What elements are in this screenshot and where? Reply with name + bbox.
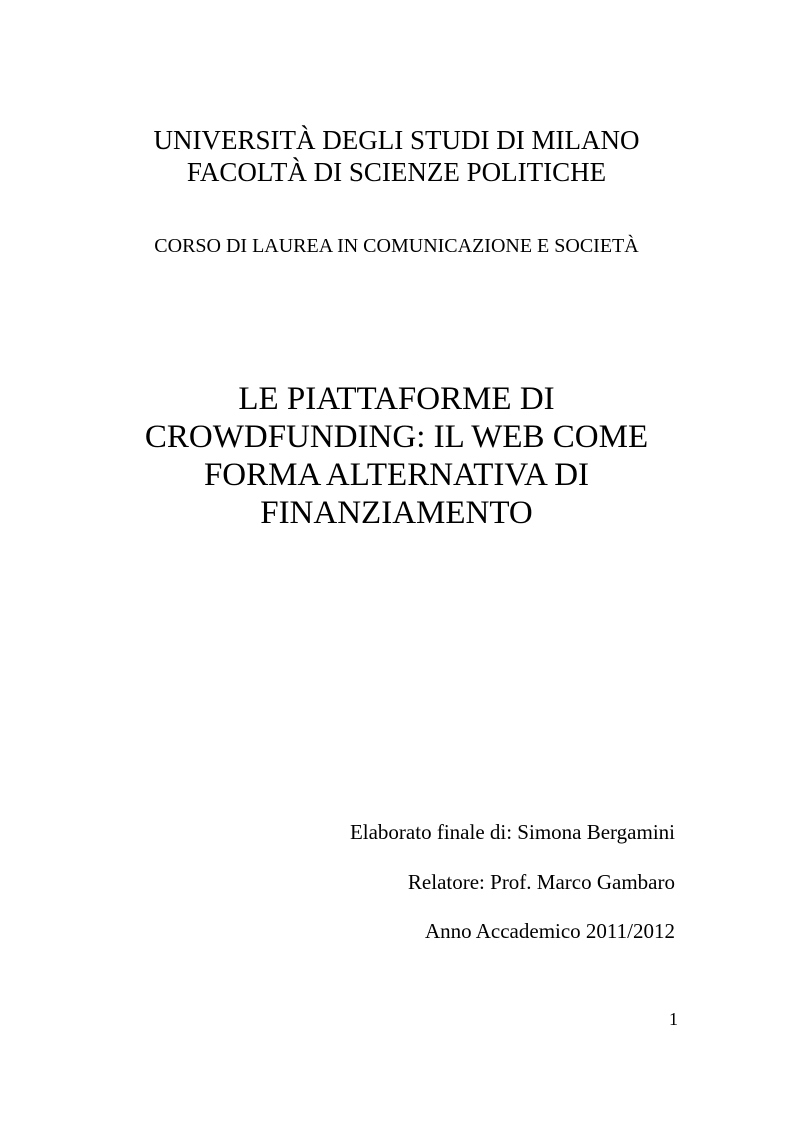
university-name: UNIVERSITÀ DEGLI STUDI DI MILANO [153,125,640,155]
supervisor-line: Relatore: Prof. Marco Gambaro [407,870,675,894]
page-number: 1 [669,1009,678,1029]
thesis-title-line-4: FINANZIAMENTO [260,495,533,531]
author-line: Elaborato finale di: Simona Bergamini [349,820,675,844]
faculty-name: FACOLTÀ DI SCIENZE POLITICHE [186,157,607,187]
course-name: CORSO DI LAUREA IN COMUNICAZIONE E SOCIETÀ [154,235,639,257]
thesis-title-line-3: FORMA ALTERNATIVA DI [203,457,590,493]
academic-year-line: Anno Accademico 2011/2012 [424,919,675,943]
thesis-title-line-2: CROWDFUNDING: IL WEB COME [144,419,649,455]
thesis-title-line-1: LE PIATTAFORME DI [238,381,555,417]
